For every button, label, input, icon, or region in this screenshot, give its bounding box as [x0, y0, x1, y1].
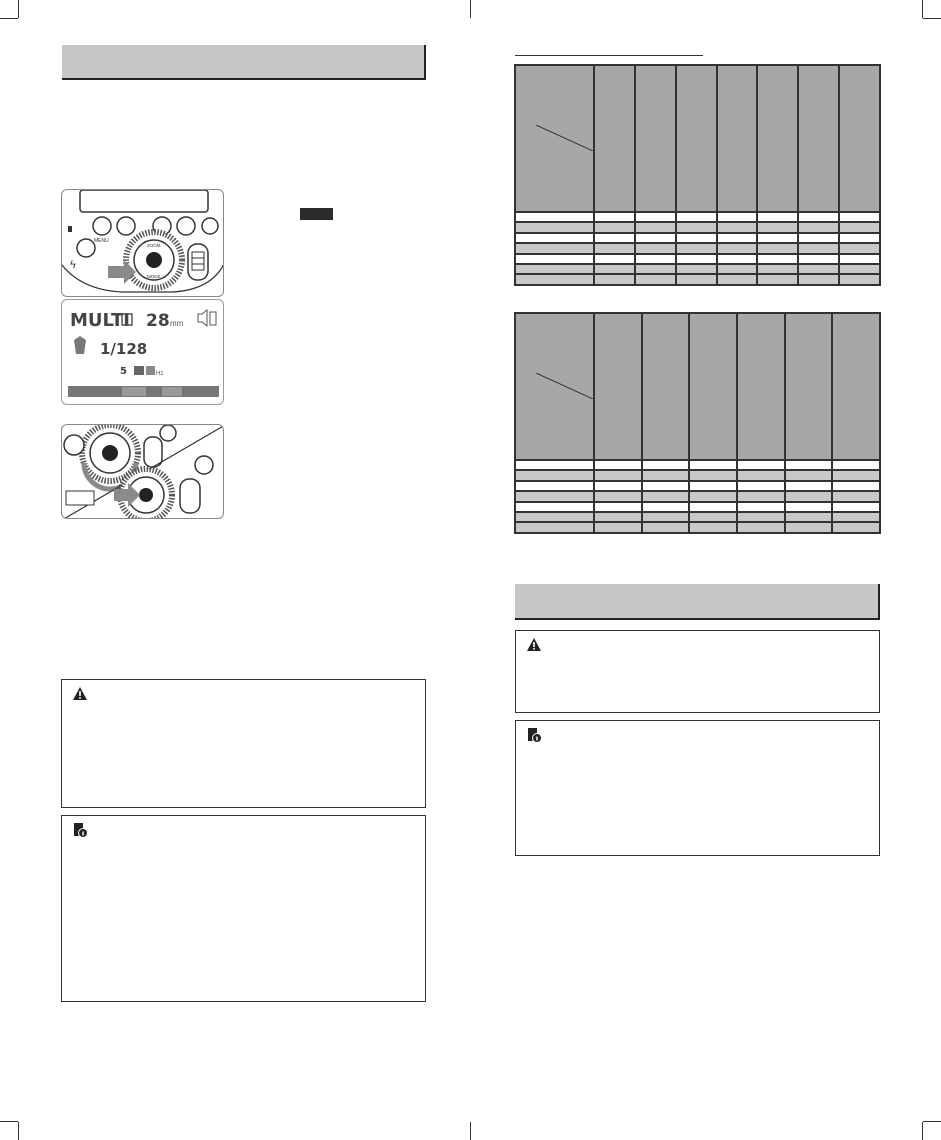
flash-back-panel-illustration	[61, 189, 224, 297]
table-row	[515, 502, 880, 512]
table-row	[515, 264, 880, 274]
lcd-zoom-unit: mm	[170, 319, 184, 328]
table-row	[515, 522, 880, 533]
table-row	[515, 212, 880, 222]
flash-table-2	[514, 312, 881, 534]
note-box-right	[515, 720, 880, 856]
table-row	[515, 243, 880, 253]
mode-tag-icon	[300, 208, 333, 220]
crop-mark-br-h	[923, 1121, 941, 1122]
crop-mark-br-v	[922, 1122, 923, 1140]
dial-rotation-illustration	[61, 424, 224, 519]
note-icon	[526, 727, 542, 743]
table-header-row	[515, 65, 880, 212]
crop-mark-tl-h	[0, 18, 18, 19]
note-box-left	[61, 815, 426, 1002]
lcd-mode-text: MULTI	[70, 310, 130, 331]
table-row	[515, 460, 880, 470]
section-header-right	[515, 584, 880, 620]
warning-box-left	[61, 679, 426, 808]
note-icon	[72, 822, 88, 838]
crop-mark-tr-h	[923, 18, 941, 19]
table-row	[515, 481, 880, 491]
table-row	[515, 470, 880, 480]
table-row	[515, 222, 880, 232]
menu-button-label: MENU	[94, 238, 109, 244]
table-row	[515, 274, 880, 285]
crop-mark-bl-v	[18, 1122, 19, 1140]
table-heading-rule	[515, 55, 703, 56]
diagonal-header-cell	[516, 125, 593, 151]
table-row	[515, 254, 880, 264]
crop-mark-tl-v	[18, 0, 19, 18]
section-header-left	[62, 45, 426, 80]
zoom-label: ZOOM	[147, 243, 161, 248]
warning-icon	[72, 686, 88, 702]
diagonal-header-cell	[516, 373, 593, 399]
lcd-display-illustration	[61, 299, 224, 405]
lcd-zoom-value: 28	[146, 311, 170, 331]
crop-mark-bl-h	[0, 1121, 18, 1122]
lcd-power-value: 1/128	[100, 340, 148, 358]
svg-text:ϟ: ϟ	[70, 259, 76, 271]
crop-mark-tc-v	[470, 0, 471, 18]
table-row	[515, 491, 880, 501]
table-row	[515, 512, 880, 522]
table-row	[515, 233, 880, 243]
crop-mark-tr-v	[922, 0, 923, 18]
mode-label: MODE	[147, 274, 161, 279]
crop-mark-bc-v	[470, 1122, 471, 1140]
warning-box-right	[515, 630, 880, 713]
flash-table-1	[514, 64, 881, 286]
table-header-row	[515, 313, 880, 460]
lcd-times-value: 5	[120, 366, 127, 377]
warning-icon	[526, 637, 542, 653]
lcd-hz-unit: Hz	[156, 371, 164, 377]
